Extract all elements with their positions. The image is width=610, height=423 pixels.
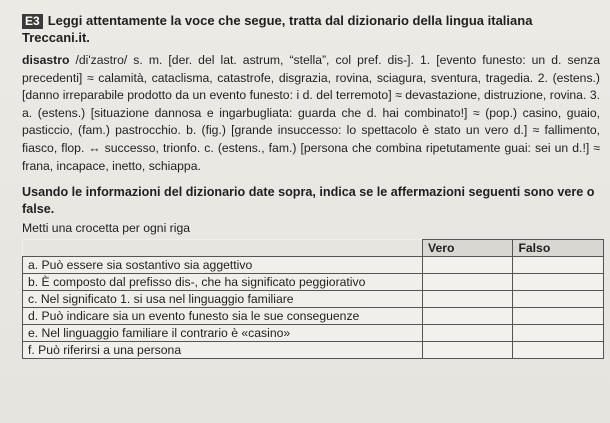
checkbox-vero-d[interactable]	[422, 308, 512, 325]
task-prompt: Usando le informazioni del dizionario date sopra, indica se le affermazioni seguenti sono vere o false.	[22, 185, 595, 217]
checkbox-vero-f[interactable]	[422, 342, 512, 359]
checkbox-vero-b[interactable]	[422, 274, 512, 291]
table-row	[23, 325, 604, 342]
statement-b: b. È composto dal prefisso dis-, che ha significato peggiorativo	[23, 274, 423, 291]
checkbox-falso-f[interactable]	[513, 342, 604, 359]
checkbox-falso-b[interactable]	[513, 274, 604, 291]
checkbox-vero-a[interactable]	[422, 257, 512, 274]
statement-a: a. Può essere sia sostantivo sia aggettivo	[23, 257, 423, 274]
checkbox-falso-d[interactable]	[513, 308, 604, 325]
dictionary-headword: disastro	[22, 53, 70, 67]
dictionary-text: /di'zastro/ s. m. [der. del lat. astrum, “stella”, col pref. dis-]. 1. [evento funesto: un d. senza precedenti] ≈ calamità, cataclisma, catastrofe, disgrazia, rovina, sciagura, sventura, tragedia. 2. (estens.) [danno irreparabile prodotto da un evento funesto: i d. del terremoto] ≈ devastazione, distruzione, rovina. 3. a. (estens.) [situazione dannosa e ingarbugliata: guarda che d. hai combinato!] ≈ (pop.) casino, guaio, pasticcio, (fam.) pastrocchio. b. (fig.) [grande insuccesso: lo spettacolo è stato un vero d.] ≈ fallimento, fiasco, flop. ↔ successo, trionfo. c. (estens., fam.) [persona che combina ripetutamente guai: sei un d.!] ≈ frana, incapace, inetto, schiappa.	[22, 53, 600, 173]
table-row	[23, 274, 604, 291]
exercise-heading	[22, 12, 600, 46]
checkbox-falso-a[interactable]	[513, 257, 604, 274]
exercise-heading-text: Leggi attentamente la voce che segue, tratta dal dizionario della lingua italiana Treccani.it.	[22, 13, 533, 45]
header-vero: Vero	[422, 240, 512, 257]
checkbox-falso-e[interactable]	[513, 325, 604, 342]
checkbox-falso-c[interactable]	[513, 291, 604, 308]
true-false-table	[22, 239, 604, 359]
statement-f: f. Può riferirsi a una persona	[23, 342, 423, 359]
statement-d: d. Può indicare sia un evento funesto sia le sue conseguenze	[23, 308, 423, 325]
statement-c: c. Nel significato 1. si usa nel linguaggio familiare	[23, 291, 423, 308]
table-row	[23, 308, 604, 325]
table-header-row	[23, 240, 604, 257]
checkbox-vero-e[interactable]	[422, 325, 512, 342]
table-row	[23, 342, 604, 359]
table-row	[23, 257, 604, 274]
task-instruction: Metti una crocetta per ogni riga	[22, 221, 191, 236]
dictionary-entry	[22, 52, 600, 175]
header-falso: Falso	[513, 240, 604, 257]
table-row	[23, 291, 604, 308]
statement-e: e. Nel linguaggio familiare il contrario è «casino»	[23, 325, 423, 342]
checkbox-vero-c[interactable]	[422, 291, 512, 308]
header-statement	[23, 240, 423, 257]
exercise-number: E3	[22, 14, 43, 29]
